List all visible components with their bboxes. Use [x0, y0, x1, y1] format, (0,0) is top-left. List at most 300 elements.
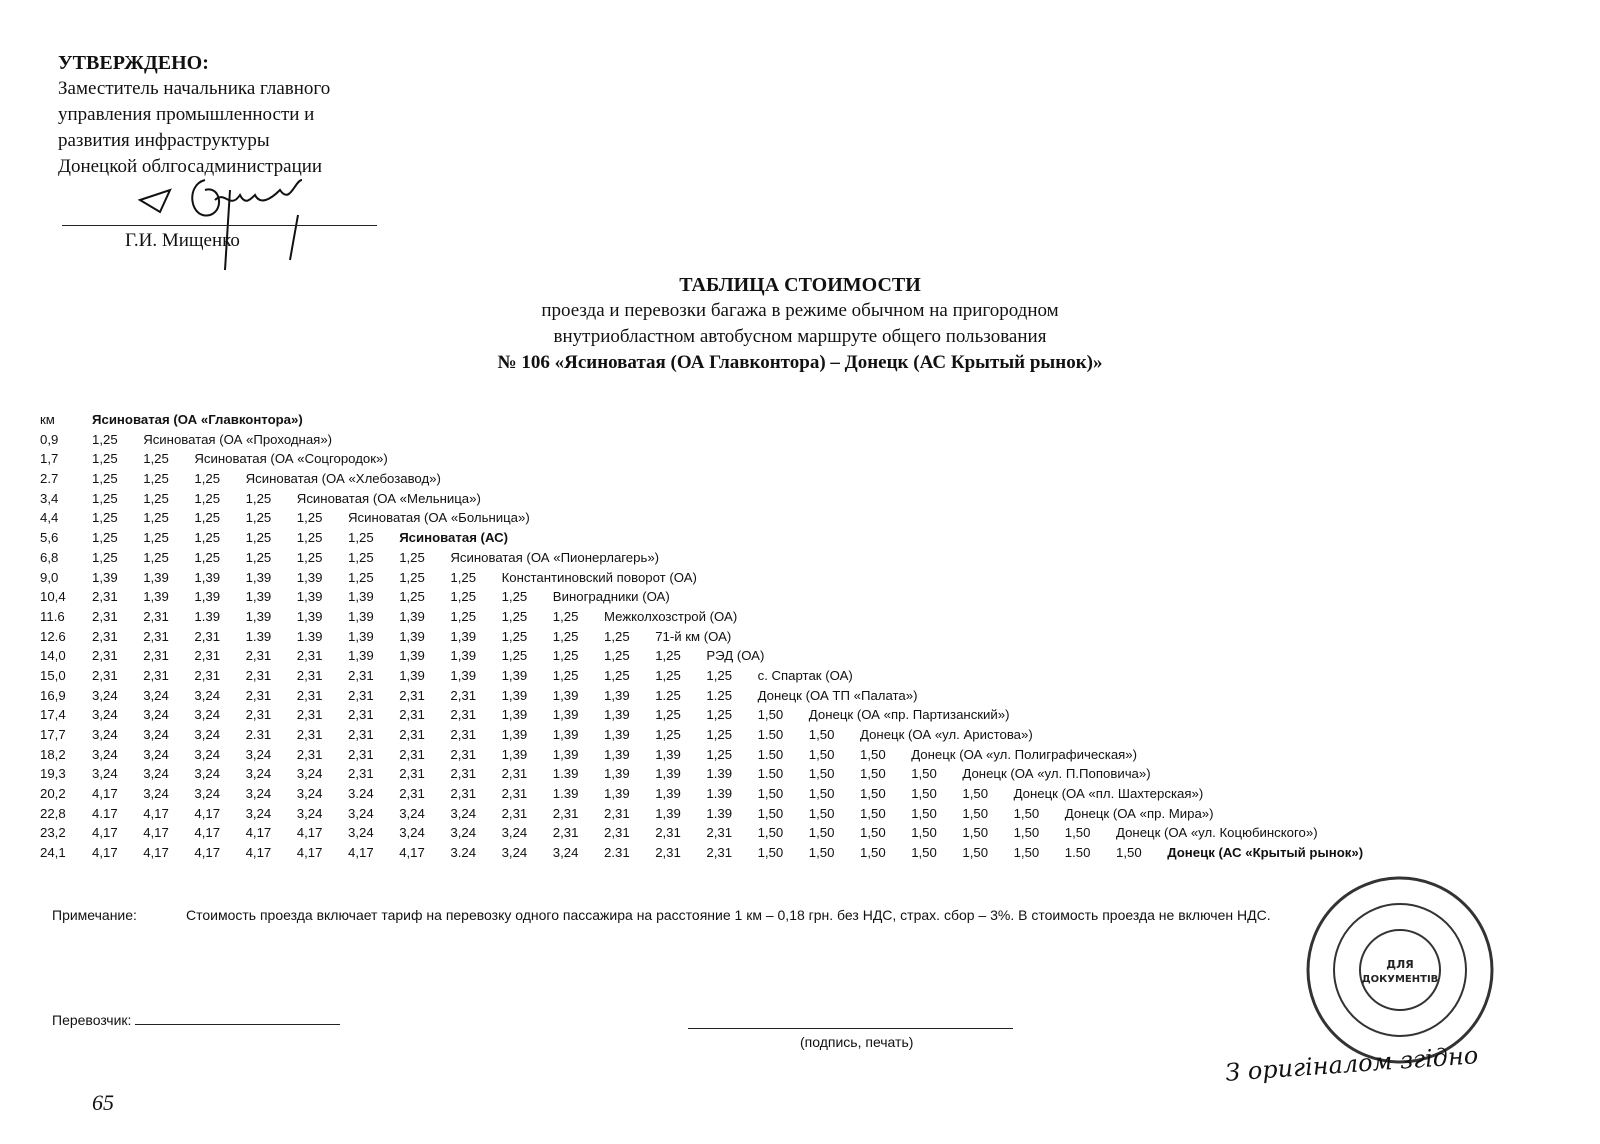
- fare-cell: 1,50: [808, 746, 835, 762]
- title-line: внутриобластном автобусном маршруте общего пользования: [553, 326, 1047, 347]
- fare-cell: 1,50: [860, 766, 886, 782]
- km-cell: 4,4: [40, 510, 59, 526]
- fare-cell: 1,50: [860, 845, 886, 861]
- fare-cell: 1,50: [757, 786, 784, 802]
- fare-cell: 1,39: [399, 648, 425, 664]
- fare-cell: 1,25: [706, 746, 733, 762]
- fare-cell: 1,50: [757, 825, 784, 841]
- fare-cell: 2,31: [296, 707, 323, 723]
- fare-cell: 1,39: [92, 569, 118, 585]
- km-cell: 17,7: [40, 727, 66, 742]
- fare-cell: 2,31: [245, 648, 272, 664]
- fare-cell: 1,39: [194, 589, 221, 605]
- fare-cell: 4,17: [143, 805, 169, 821]
- fare-cell: 1,25: [92, 530, 118, 546]
- fare-cell: 2,31: [143, 608, 169, 624]
- fare-cell: 1,50: [1013, 825, 1040, 841]
- km-cell: 15,0: [40, 667, 66, 683]
- stop-name: Донецк (ОА «ул. П.Поповича»): [962, 766, 1151, 782]
- fare-cell: 1.39: [706, 805, 733, 821]
- fare-cell: 1,25: [655, 707, 681, 723]
- fare-cell: 3,24: [245, 766, 272, 782]
- stop-name: Ясиноватая (ОА «Соцгородок»): [194, 451, 388, 467]
- fare-cell: 1,50: [1116, 845, 1142, 861]
- fare-cell: 4,17: [194, 805, 221, 821]
- fare-cell: 1,25: [296, 510, 323, 526]
- title-heading: ТАБЛИЦА СТОИМОСТИ: [679, 274, 921, 296]
- fare-cell: 2,31: [296, 687, 323, 703]
- fare-cell: 1,50: [911, 766, 937, 782]
- fare-cell: 1,25: [143, 490, 169, 506]
- fare-cell: 1,50: [962, 825, 989, 841]
- fare-cell: 1,25: [245, 490, 272, 506]
- fare-cell: 3,24: [194, 746, 221, 762]
- fare-cell: 3,24: [399, 825, 425, 841]
- fare-cell: 3.24: [450, 845, 477, 861]
- fare-cell: 2,31: [245, 667, 272, 683]
- fare-cell: 1,25: [655, 727, 681, 742]
- fare-cell: 1,39: [655, 766, 681, 782]
- fare-cell: 2,31: [450, 746, 477, 762]
- approval-line: Заместитель начальника главного: [58, 78, 331, 99]
- fare-cell: 2,31: [194, 628, 221, 644]
- km-cell: 12.6: [40, 628, 66, 644]
- fare-cell: 1,25: [194, 490, 221, 506]
- stop-name: Ясиноватая (ОА «Пионерлагерь»): [450, 549, 660, 565]
- fare-cell: 2,31: [92, 648, 118, 664]
- fare-cell: 1,25: [450, 608, 477, 624]
- fare-cell: 1,39: [552, 727, 579, 742]
- stop-name: Донецк (ОА «пр. Партизанский»): [808, 707, 1010, 723]
- fare-cell: 3,24: [501, 825, 528, 841]
- fare-cell: 1,39: [501, 727, 528, 742]
- fare-cell: 2,31: [552, 805, 579, 821]
- fare-cell: 3,24: [245, 786, 272, 802]
- fare-cell: 1,39: [348, 648, 374, 664]
- fare-cell: 2,31: [143, 648, 169, 664]
- route-name: № 106 «Ясиноватая (ОА Главконтора) – Донецк (АС Крытый рынок)»: [497, 352, 1103, 373]
- fare-cell: 2,31: [706, 825, 733, 841]
- fare-cell: 1,25: [194, 530, 221, 546]
- fare-cell: 2,31: [399, 687, 425, 703]
- fare-cell: 2,31: [92, 667, 118, 683]
- fare-cell: 1,25: [706, 667, 733, 683]
- fare-cell: 1,25: [194, 471, 221, 487]
- fare-cell: 1,25: [604, 628, 630, 644]
- fare-cell: 2,31: [92, 608, 118, 624]
- stop-name: Ясиноватая (АС): [399, 530, 509, 546]
- fare-cell: 2,31: [92, 628, 118, 644]
- km-cell: 10,4: [40, 589, 66, 605]
- fare-cell: 1,25: [399, 589, 425, 605]
- fare-cell: 1.39: [706, 786, 733, 802]
- fare-cell: 2,31: [296, 667, 323, 683]
- fare-cell: 2,31: [604, 805, 630, 821]
- fare-cell: 2,31: [450, 786, 477, 802]
- fare-cell: 1,39: [552, 687, 579, 703]
- fare-cell: 1,39: [501, 707, 528, 723]
- page-mark: 65: [92, 1090, 114, 1115]
- fare-cell: 1,50: [860, 746, 886, 762]
- fare-cell: 3,24: [450, 805, 477, 821]
- fare-cell: 1,50: [962, 805, 989, 821]
- fare-cell: 1,25: [143, 510, 169, 526]
- fare-cell: 3,24: [501, 845, 528, 861]
- fare-cell: 3,24: [296, 766, 323, 782]
- fare-cell: 1.50: [757, 727, 784, 742]
- fare-cell: 3,24: [194, 727, 221, 742]
- stop-name: Донецк (ОА «пл. Шахтерская»): [1013, 786, 1204, 802]
- signer-name: Г.И. Мищенко: [125, 230, 240, 251]
- fare-cell: 1,50: [1013, 845, 1040, 861]
- fare-cell: 1,39: [604, 727, 630, 742]
- km-cell: 9,0: [40, 569, 59, 585]
- fare-cell: 1,50: [1013, 805, 1040, 821]
- fare-cell: 2,31: [552, 825, 579, 841]
- fare-cell: 2,31: [450, 707, 477, 723]
- fare-cell: 1,25: [706, 727, 733, 742]
- stop-name: Ясиноватая (ОА «Мельница»): [296, 490, 481, 506]
- fare-cell: 3,24: [143, 687, 169, 703]
- fare-cell: 1,50: [808, 786, 835, 802]
- fare-cell: 1,39: [296, 589, 323, 605]
- fare-cell: 1,25: [92, 549, 118, 565]
- fare-cell: 2,31: [92, 589, 118, 605]
- fare-cell: 1,25: [706, 707, 733, 723]
- fare-cell: 1,39: [348, 589, 374, 605]
- fare-cell: 1,25: [143, 530, 169, 546]
- fare-cell: 3,24: [92, 727, 118, 742]
- stop-name: Ясиноватая (ОА «Больница»): [348, 510, 530, 526]
- signature-line: [688, 1028, 1013, 1029]
- fare-cell: 1.50: [757, 746, 784, 762]
- fare-cell: 1,39: [604, 786, 630, 802]
- stop-name: Ясиноватая (ОА «Хлебозавод»): [245, 471, 441, 487]
- fare-cell: 1,39: [348, 628, 374, 644]
- approval-line: развития инфраструктуры: [58, 130, 270, 151]
- fare-cell: 1,50: [757, 845, 784, 861]
- fare-cell: 1,25: [552, 628, 579, 644]
- fare-cell: 2,31: [245, 707, 272, 723]
- approval-line: управления промышленности и: [58, 104, 315, 125]
- fare-cell: 2,31: [143, 628, 169, 644]
- fare-cell: 1,25: [501, 608, 528, 624]
- fare-cell: 3,24: [194, 687, 221, 703]
- fare-cell: 1,25: [296, 530, 323, 546]
- fare-cell: 3,24: [92, 707, 118, 723]
- fare-cell: 4,17: [194, 845, 221, 861]
- fare-cell: 1.39: [552, 786, 579, 802]
- fare-cell: 1,25: [655, 667, 681, 683]
- stop-name: Донецк (ОА «ул. Полиграфическая»): [911, 746, 1138, 762]
- fare-cell: 1,39: [143, 589, 169, 605]
- fare-cell: 4,17: [92, 845, 118, 861]
- fare-cell: 1,39: [501, 687, 528, 703]
- fare-cell: 4,17: [399, 845, 425, 861]
- fare-cell: 2,31: [399, 766, 425, 782]
- fare-cell: 3,24: [552, 845, 579, 861]
- km-cell: 22,8: [40, 805, 66, 821]
- fare-cell: 1,39: [245, 608, 272, 624]
- fare-cell: 1,50: [962, 786, 989, 802]
- km-cell: 2.7: [40, 471, 59, 487]
- fare-cell: 3,24: [245, 805, 272, 821]
- fare-cell: 1,25: [552, 667, 579, 683]
- fare-cell: 2,31: [296, 746, 323, 762]
- fare-cell: 1,39: [604, 746, 630, 762]
- km-cell: 18,2: [40, 746, 66, 762]
- km-cell: 11.6: [40, 608, 65, 624]
- km-cell: 23,2: [40, 825, 66, 841]
- official-stamp: [1300, 870, 1500, 1070]
- fare-cell: 1,25: [399, 569, 425, 585]
- fare-cell: 1.39: [552, 766, 579, 782]
- fare-cell: 2,31: [604, 825, 630, 841]
- fare-cell: 1,25: [92, 510, 118, 526]
- fare-cell: 3,24: [194, 707, 221, 723]
- fare-cell: 1,25: [245, 530, 272, 546]
- fare-cell: 2,31: [399, 707, 425, 723]
- carrier-label: Перевозчик:: [52, 1012, 132, 1028]
- fare-cell: 1,50: [1064, 825, 1091, 841]
- km-cell: 16,9: [40, 687, 66, 703]
- fare-cell: 1,25: [92, 431, 118, 447]
- fare-cell: 2,31: [501, 766, 528, 782]
- fare-cell: 1,39: [450, 667, 477, 683]
- fare-cell: 2,31: [399, 746, 425, 762]
- fare-cell: 4,17: [245, 825, 272, 841]
- fare-cell: 1,39: [450, 648, 477, 664]
- fare-cell: 1,25: [143, 451, 169, 467]
- fare-cell: 1,50: [757, 707, 784, 723]
- fare-cell: 1,25: [501, 648, 528, 664]
- svg-text:ДОКУМЕНТІВ: ДОКУМЕНТІВ: [1361, 974, 1439, 985]
- fare-cell: 2,31: [348, 727, 374, 742]
- fare-cell: 4.17: [92, 805, 118, 821]
- fare-cell: 1,25: [604, 648, 630, 664]
- fare-cell: 1,39: [655, 746, 681, 762]
- km-cell: 14,0: [40, 648, 66, 664]
- fare-cell: 1,39: [655, 805, 681, 821]
- fare-cell: 1,39: [399, 628, 425, 644]
- fare-cell: 4,17: [296, 825, 323, 841]
- stop-name: Ясиноватая (ОА «Проходная»): [143, 431, 333, 447]
- carrier-field: [52, 1010, 340, 1028]
- fare-cell: 3,24: [194, 766, 221, 782]
- fare-cell: 1,50: [860, 786, 886, 802]
- fare-cell: 1,25: [604, 667, 630, 683]
- fare-cell: 1,39: [399, 608, 425, 624]
- fare-cell: 2,31: [348, 766, 374, 782]
- fare-cell: 1,25: [92, 471, 118, 487]
- fare-cell: 1,25: [501, 628, 528, 644]
- approval-line: Донецкой облгосадминистрации: [58, 156, 323, 177]
- fare-cell: 1,39: [245, 589, 272, 605]
- fare-cell: 1,39: [604, 707, 630, 723]
- fare-cell: 1,50: [860, 805, 886, 821]
- fare-cell: 3.24: [348, 786, 374, 802]
- fare-cell: 4,17: [296, 845, 323, 861]
- fare-cell: 3,24: [92, 766, 118, 782]
- title-line: проезда и перевозки багажа в режиме обычном на пригородном: [541, 300, 1059, 321]
- fare-cell: 1,39: [501, 746, 528, 762]
- stop-name: Донецк (АС «Крытый рынок»): [1167, 845, 1364, 861]
- km-cell: 17,4: [40, 707, 66, 723]
- fare-cell: 1,25: [348, 530, 374, 546]
- km-cell: 6,8: [40, 549, 59, 565]
- fare-cell: 1,25: [552, 648, 579, 664]
- fare-cell: 1,25: [399, 549, 425, 565]
- fare-cell: 1.39: [245, 628, 272, 644]
- fare-cell: 1,50: [808, 845, 835, 861]
- fare-cell: 1,25: [143, 549, 169, 565]
- stop-name: 71-й км (ОА): [655, 628, 732, 644]
- fare-cell: 2,31: [296, 648, 323, 664]
- stop-name: Виноградники (ОА): [552, 589, 670, 605]
- fare-cell: 3,24: [143, 766, 169, 782]
- fare-cell: 4,17: [194, 825, 221, 841]
- fare-cell: 2,31: [706, 845, 733, 861]
- fare-cell: 1,39: [296, 608, 323, 624]
- fare-cell: 1,39: [604, 766, 630, 782]
- fare-cell: 1,39: [450, 628, 477, 644]
- stop-name: с. Спартак (ОА): [757, 667, 853, 683]
- fare-cell: 2,31: [399, 727, 425, 742]
- stop-name: РЭД (ОА): [706, 648, 765, 664]
- fare-cell: 1,39: [552, 707, 579, 723]
- fare-cell: 3,24: [143, 746, 169, 762]
- fare-cell: 2.31: [604, 845, 630, 861]
- fare-cell: 1,25: [143, 471, 169, 487]
- fare-cell: 1,50: [911, 786, 937, 802]
- fare-cell: 1,25: [450, 569, 477, 585]
- note-label: Примечание:: [52, 907, 137, 923]
- fare-cell: 4,17: [92, 786, 118, 802]
- fare-cell: 1.39: [296, 628, 323, 644]
- fare-cell: 1,50: [808, 766, 835, 782]
- fare-cell: 1,50: [911, 845, 937, 861]
- fare-cell: 1,25: [501, 589, 528, 605]
- km-cell: 24,1: [40, 845, 66, 861]
- fare-cell: 2,31: [399, 786, 425, 802]
- fare-cell: 1,25: [194, 549, 221, 565]
- fare-cell: 1,39: [143, 569, 169, 585]
- fare-cell: 1,25: [245, 549, 272, 565]
- km-cell: 3,4: [40, 490, 59, 506]
- stop-name: Константиновский поворот (ОА): [501, 569, 697, 585]
- fare-cell: 1.50: [757, 766, 784, 782]
- fare-cell: 4,17: [92, 825, 118, 841]
- fare-cell: 1,50: [757, 805, 784, 821]
- fare-cell: 1,25: [245, 510, 272, 526]
- fare-cell: 1,39: [296, 569, 323, 585]
- fare-cell: 3,24: [348, 805, 374, 821]
- fare-cell: 3,24: [143, 727, 169, 742]
- approval-heading: УТВЕРЖДЕНО:: [58, 52, 209, 74]
- km-cell: 5,6: [40, 530, 59, 546]
- fare-cell: 1,50: [962, 845, 989, 861]
- fare-cell: 2,31: [501, 805, 528, 821]
- fare-cell: 1,25: [348, 549, 374, 565]
- fare-cell: 4,17: [348, 845, 374, 861]
- document-title: [0, 272, 1600, 376]
- fare-cell: 4,17: [143, 845, 169, 861]
- fare-cell: 1.39: [194, 608, 221, 624]
- fare-cell: 3,24: [194, 786, 221, 802]
- fare-cell: 2,31: [194, 667, 221, 683]
- fare-cell: 2,31: [450, 727, 477, 742]
- signature-caption: (подпись, печать): [800, 1034, 914, 1050]
- fare-cell: 2,31: [296, 727, 323, 742]
- fare-cell: 1,39: [399, 667, 425, 683]
- fare-cell: 1,39: [552, 746, 579, 762]
- fare-cell: 2,31: [450, 766, 477, 782]
- fare-cell: 3,24: [450, 825, 477, 841]
- fare-cell: 2,31: [501, 786, 528, 802]
- stop-name: Донецк (ОА ТП «Палата»): [757, 687, 918, 703]
- fare-cell: 1,39: [245, 569, 272, 585]
- first-stop: Ясиноватая (ОА «Главконтора»): [92, 412, 303, 427]
- fare-cell: 1,50: [808, 825, 835, 841]
- fare-cell: 2,31: [348, 667, 374, 683]
- fare-cell: 2,31: [194, 648, 221, 664]
- fare-cell: 2,31: [450, 687, 477, 703]
- fare-cell: 2,31: [655, 845, 681, 861]
- fare-cell: 1.39: [706, 766, 733, 782]
- fare-cell: 2,31: [245, 687, 272, 703]
- fare-cell: 1,39: [194, 569, 221, 585]
- signature-line: [62, 225, 377, 226]
- fare-cell: 1,25: [296, 549, 323, 565]
- fare-cell: 3,24: [143, 707, 169, 723]
- fare-cell: 2,31: [348, 707, 374, 723]
- fare-cell: 2.31: [245, 727, 272, 742]
- stop-name: Донецк (ОА «ул. Аристова»): [860, 727, 1033, 742]
- fare-cell: 2,31: [655, 825, 681, 841]
- fare-cell: 1,50: [808, 805, 835, 821]
- carrier-line: [135, 1010, 340, 1025]
- fare-cell: 3,24: [92, 746, 118, 762]
- fare-cell: 2,31: [348, 687, 374, 703]
- fare-cell: 3,24: [296, 805, 323, 821]
- fare-cell: 1.50: [1064, 845, 1091, 861]
- stop-name: Межколхозстрой (ОА): [604, 608, 738, 624]
- fare-cell: 1,50: [860, 825, 886, 841]
- fare-cell: 3,24: [296, 786, 323, 802]
- fare-cell: 1,25: [450, 589, 477, 605]
- stop-name: Донецк (ОА «пр. Мира»): [1064, 805, 1214, 821]
- fare-cell: 1,25: [92, 490, 118, 506]
- fare-cell: 1.25: [706, 687, 733, 703]
- fare-cell: 1,50: [808, 727, 835, 742]
- fare-cell: 3,24: [348, 825, 374, 841]
- fare-cell: 3,24: [92, 687, 118, 703]
- fare-cell: 2,31: [143, 667, 169, 683]
- km-cell: 19,3: [40, 766, 66, 782]
- fare-cell: 1,25: [92, 451, 118, 467]
- fare-cell: 1,39: [348, 608, 374, 624]
- svg-text:ДЛЯ: ДЛЯ: [1386, 958, 1414, 971]
- fare-cell: 2,31: [348, 746, 374, 762]
- fare-cell: 1,50: [911, 805, 937, 821]
- fare-cell: 1,39: [655, 786, 681, 802]
- stop-name: Донецк (ОА «ул. Коцюбинского»): [1116, 825, 1318, 841]
- km-cell: 1,7: [40, 451, 59, 467]
- fare-cell: 1,50: [911, 825, 937, 841]
- km-cell: 0,9: [40, 431, 59, 447]
- note-text: Стоимость проезда включает тариф на перевозку одного пассажира на расстояние 1 км – 0,18 грн. без НДС, страх. сбор – 3%. В стоимость проезда не включен НДС.: [186, 907, 1271, 923]
- fare-cell: 1.25: [655, 687, 681, 703]
